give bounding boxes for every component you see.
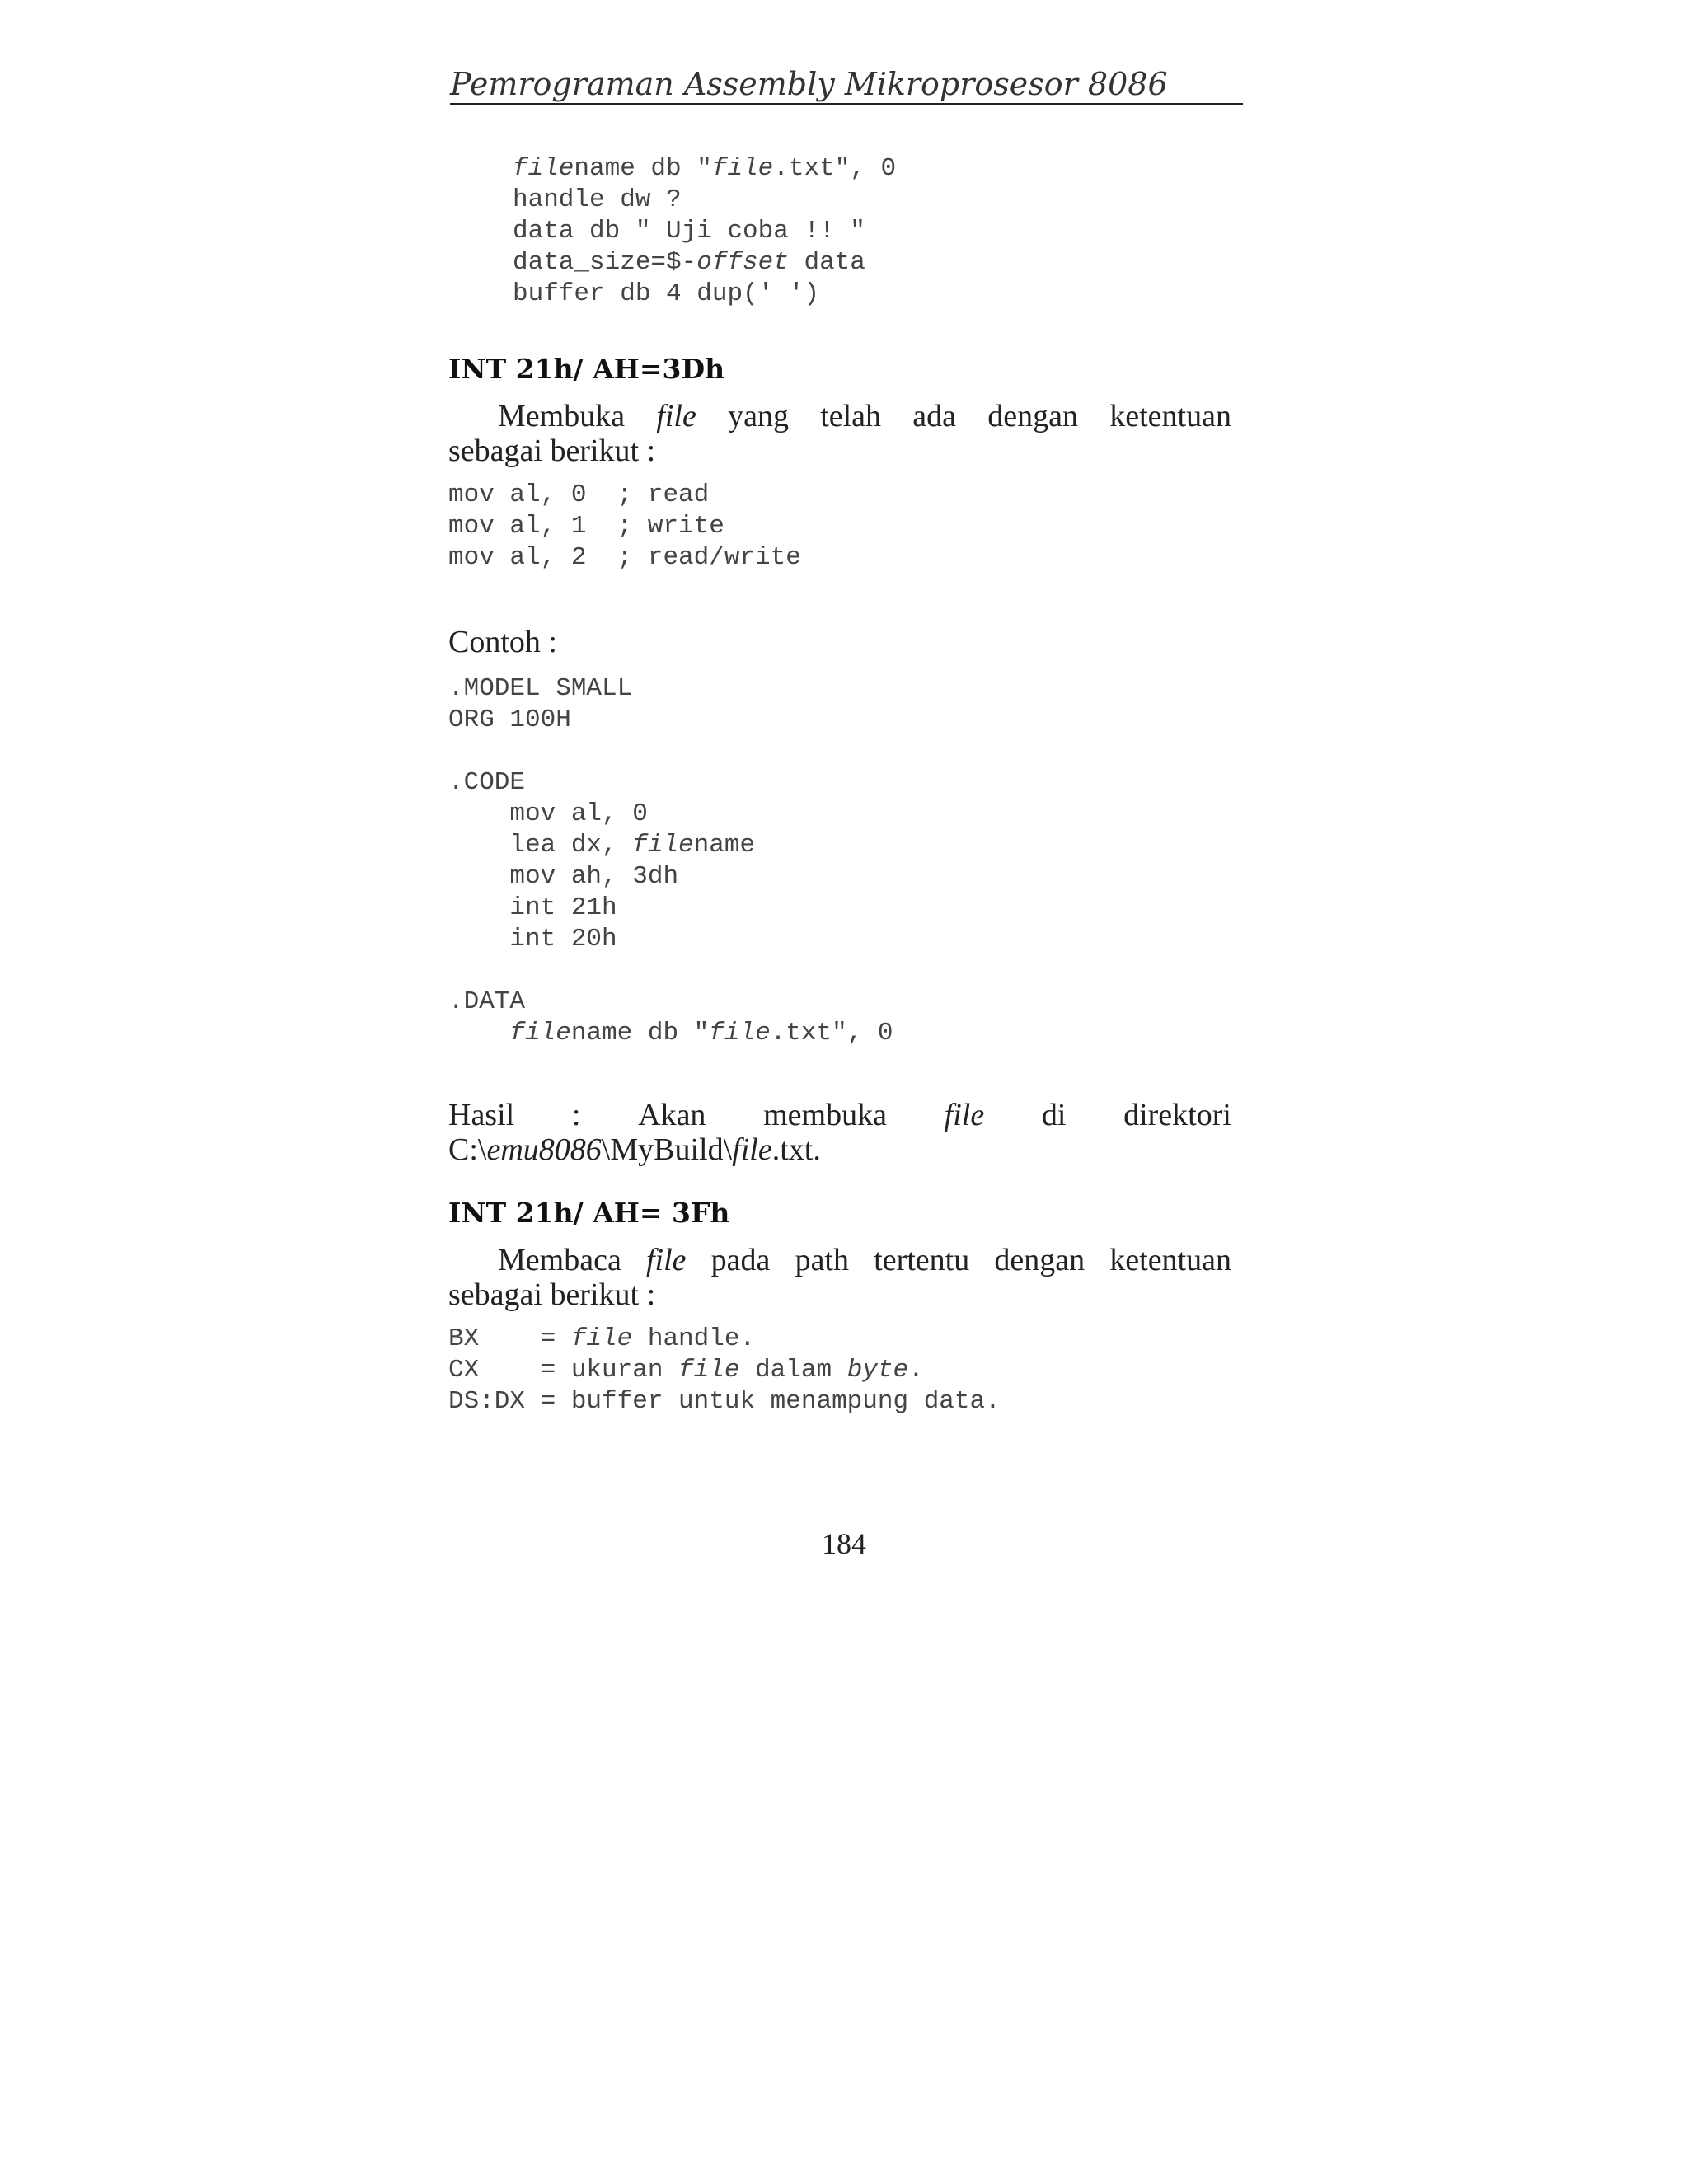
word: ketentuan: [1109, 1243, 1231, 1277]
text-segment: file: [732, 1132, 772, 1167]
word: Hasil: [448, 1098, 515, 1132]
code-block-data-declarations: [513, 153, 896, 310]
section-3fh-intro: [448, 1243, 1231, 1312]
word: pada: [710, 1243, 771, 1277]
text-segment: emu8086: [486, 1132, 602, 1167]
code-line: int 21h: [448, 893, 617, 922]
word: membuka: [763, 1098, 887, 1132]
word: file: [944, 1098, 985, 1132]
code-line: CX = ukuran file dalam byte.: [448, 1356, 924, 1385]
intro-line-2: sebagai berikut :: [448, 434, 656, 468]
code-line: handle dw ?: [513, 185, 682, 214]
code-line: .DATA: [448, 987, 526, 1016]
section-heading-3fh: INT 21h/ AH= 3Fh: [448, 1197, 730, 1229]
text-segment: .txt.: [771, 1132, 821, 1167]
header-rule: [450, 103, 1243, 105]
code-line: mov al, 2 ; read/write: [448, 543, 801, 572]
intro-line-1: [448, 1243, 1231, 1277]
word: path: [795, 1243, 849, 1277]
word: file: [645, 1243, 687, 1277]
result-line-1: [448, 1098, 1231, 1132]
word: Membuka: [498, 399, 626, 434]
text-segment: \MyBuild\: [601, 1132, 733, 1167]
code-line: ORG 100H: [448, 705, 571, 734]
word: dengan: [987, 399, 1078, 434]
intro-line-1: [448, 399, 1231, 434]
word: tertentu: [874, 1243, 970, 1277]
word: ketentuan: [1109, 399, 1231, 434]
code-line: [448, 955, 893, 987]
page-number: 184: [822, 1527, 866, 1560]
code-line: mov al, 0: [448, 799, 648, 828]
intro-line-2: sebagai berikut :: [448, 1277, 656, 1312]
code-line: mov al, 1 ; write: [448, 512, 724, 541]
section-heading-3dh: INT 21h/ AH=3Dh: [448, 353, 725, 385]
code-line: data db " Uji coba !! ": [513, 217, 865, 246]
result-line-2: [448, 1132, 1231, 1167]
word: telah: [820, 399, 882, 434]
example-label: Contoh :: [448, 625, 557, 659]
code-line: buffer db 4 dup(' '): [513, 279, 820, 308]
word: Membaca: [498, 1243, 621, 1277]
word: ada: [912, 399, 957, 434]
code-line: filename db "file.txt", 0: [509, 1019, 893, 1047]
code-line: BX = file handle.: [448, 1324, 756, 1353]
section-3dh-intro: [448, 399, 1231, 468]
text-segment: C:\: [448, 1132, 487, 1167]
word: file: [656, 399, 696, 434]
code-line: lea dx, filename: [448, 831, 756, 860]
running-header: Pemrograman Assembly Mikroprosesor 8086: [450, 66, 1168, 102]
code-line: [448, 736, 893, 767]
code-block-open-modes: [448, 480, 801, 574]
word: Akan: [638, 1098, 706, 1132]
code-block-read-params: [448, 1324, 1001, 1418]
code-line: mov ah, 3dh: [448, 862, 679, 891]
code-line: filename db "file.txt", 0: [513, 154, 897, 183]
word: di: [1041, 1098, 1067, 1132]
code-line: mov al, 0 ; read: [448, 480, 710, 509]
code-line: .CODE: [448, 768, 526, 797]
code-block-example: [448, 673, 893, 1049]
word: :: [571, 1098, 581, 1132]
result-text: [448, 1098, 1231, 1167]
code-line: .MODEL SMALL: [448, 674, 633, 703]
word: direktori: [1123, 1098, 1231, 1132]
code-line: data_size=$-offset data: [513, 248, 865, 277]
code-line: DS:DX = buffer untuk menampung data.: [448, 1387, 1001, 1416]
code-line: int 20h: [448, 925, 617, 954]
word: yang: [728, 399, 789, 434]
word: dengan: [994, 1243, 1085, 1277]
